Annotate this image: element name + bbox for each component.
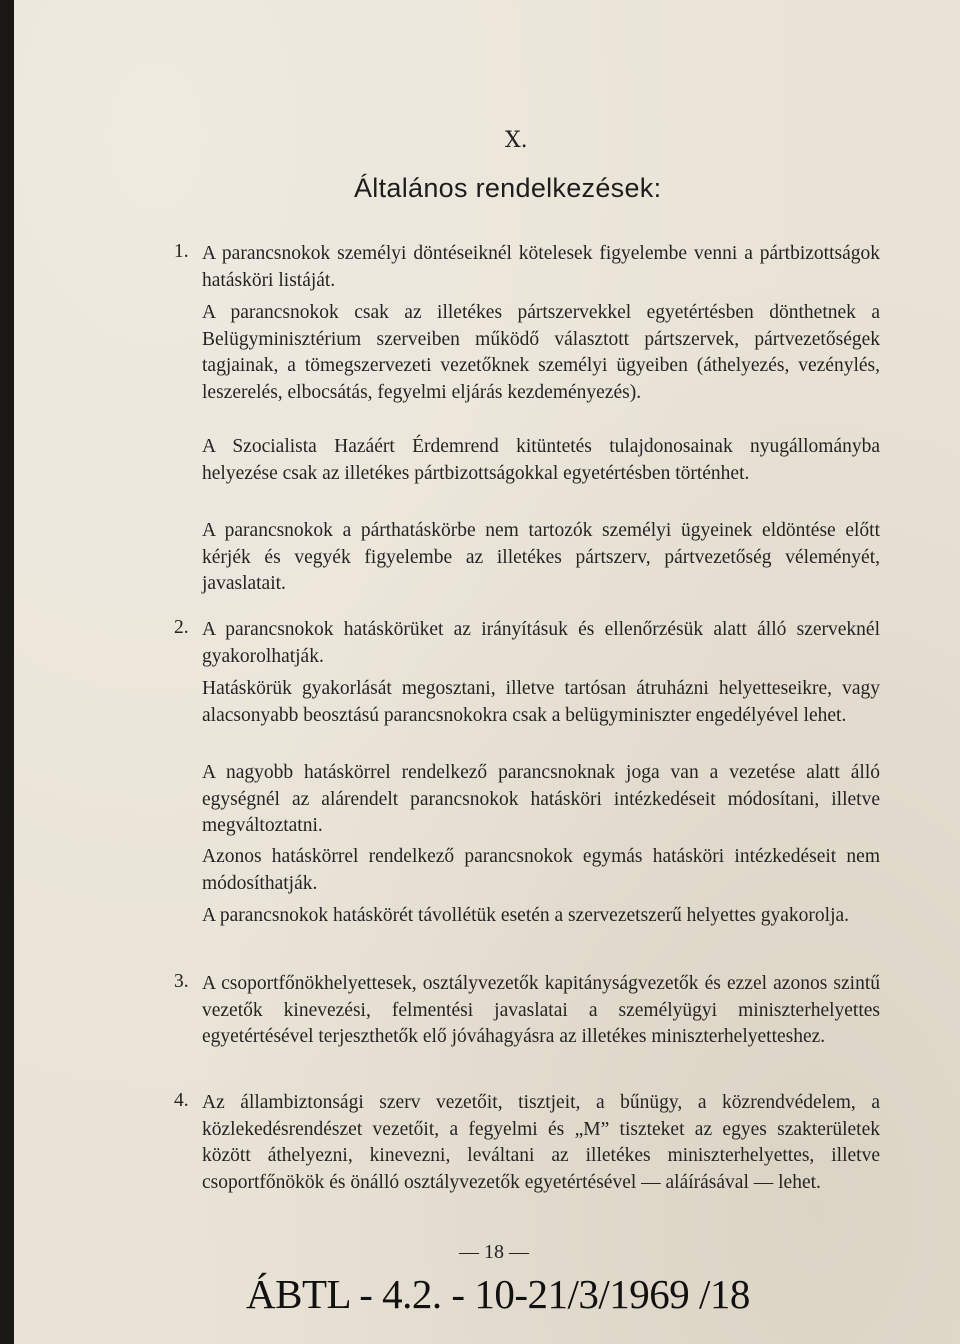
item-2-paragraph-2: Hatáskörük gyakorlását megosztani, illetve tartósan átruházni helyetteseikre, vagy alacsonyabb beosztású parancsnokokra csak a belügyminiszter engedélyével lehet.: [202, 678, 880, 726]
item-2-paragraph-4: Azonos hatáskörrel rendelkező parancsnokok egymás hatásköri intézkedéseit nem módosíthatják.: [202, 846, 880, 894]
item-number-3: 3.: [174, 971, 189, 992]
item-1-paragraph-2: A parancsnokok csak az illetékes pártszervekkel egyetértésben dönthetnek a Belügyminisztérium szerveiben működő választott pártszervek, pártvezetőségek tagjainak, a tömegszervezeti vezetőknek személyi ügyeiben (áthelyezés, vezénylés, leszerelés, elbocsátás, fegyelmi eljárás kezdeményezés).: [202, 302, 880, 403]
item-number-2: 2.: [174, 617, 189, 638]
archive-reference-stamp: ÁBTL - 4.2. - 10-21/3/1969 /18: [246, 1271, 750, 1317]
item-1-paragraph-3: A Szocialista Hazáért Érdemrend kitüntetés tulajdonosainak nyugállományba helyezése csak az illetékes pártbizottságokkal egyetértésben történhet.: [202, 436, 880, 484]
page-number: — 18 —: [459, 1241, 529, 1263]
section-title: Általános rendelkezések:: [354, 173, 662, 203]
item-3-paragraph-1: A csoportfőnökhelyettesek, osztályvezetők kapitányságvezetők és ezzel azonos szintű vezetők kinevezési, felmentési javaslatai a személyügyi miniszterhelyettes egyetértésével terjeszthetők elő jóváhagyásra az illetékes miniszterhelyetteshez.: [202, 973, 880, 1047]
item-1-paragraph-4: A parancsnokok a párthatáskörbe nem tartozók személyi ügyeinek eldöntése előtt kérjék és vegyék figyelembe az illetékes pártszerv, pártvezetőség véleményét, javaslatait.: [202, 520, 880, 594]
item-1-paragraph-1: A parancsnokok személyi döntéseiknél kötelesek figyelembe venni a pártbizottságok hatásköri listáját.: [202, 243, 880, 291]
item-number-4: 4.: [174, 1090, 189, 1111]
item-2-paragraph-3: A nagyobb hatáskörrel rendelkező parancsnoknak joga van a vezetése alatt álló egységnél az alárendelt parancsnokok hatásköri intézkedéseit módosítani, illetve megváltoztatni.: [202, 762, 880, 836]
item-2-paragraph-5: A parancsnokok hatáskörét távollétük esetén a szervezetszerű helyettes gyakorolja.: [202, 905, 850, 926]
item-number-1: 1.: [174, 241, 189, 262]
item-4-paragraph-1: Az állambiztonsági szerv vezetőit, tisztjeit, a bűnügy, a közrendvédelem, a közlekedésrendészet vezetőit, a fegyelmi és „M” tiszteket az egyes szakterületek között áthelyezni, kinevezni, leváltani az illetékes miniszterhelyettes, illetve csoportfőnökök és önálló osztályvezetők egyetértésével — aláírásával — lehet.: [202, 1092, 880, 1193]
item-2-paragraph-1: A parancsnokok hatáskörüket az irányításuk és ellenőrzésük alatt álló szerveknél gyakorolhatják.: [202, 619, 880, 667]
section-number: X.: [505, 128, 528, 153]
document-page: [14, 0, 960, 1344]
